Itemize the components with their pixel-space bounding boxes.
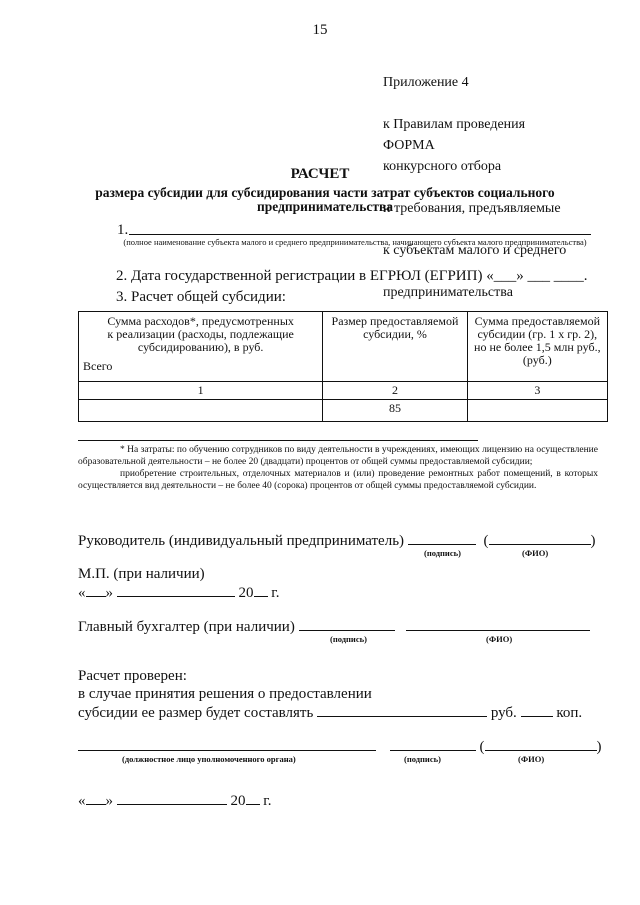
col-number: 2 xyxy=(323,382,467,400)
page-number: 15 xyxy=(312,22,328,38)
table-cell-subsidy[interactable] xyxy=(467,400,607,422)
day-line[interactable] xyxy=(86,792,106,805)
item-1-hint: (полное наименование субъекта малого и среднего предпринимательства, начинающего субъекта малого предпринимательства) xyxy=(123,237,587,247)
table-cell-percent: 85 xyxy=(323,400,467,422)
day-line[interactable] xyxy=(86,584,106,597)
col-number: 1 xyxy=(79,382,323,400)
official-line[interactable] xyxy=(78,738,376,751)
quote-open: « xyxy=(78,793,86,809)
form-label: ФОРМА xyxy=(383,138,435,153)
col1-header-cell xyxy=(79,312,323,382)
head-fio-line[interactable] xyxy=(489,532,591,545)
official-fio-line[interactable] xyxy=(485,738,597,751)
quote-open: « xyxy=(78,585,86,601)
head-signature-row: Руководитель (индивидуальный предприниматель) ( ) xyxy=(78,533,596,549)
item-1-fill-line[interactable] xyxy=(129,234,591,235)
col1-header: Сумма расходов*, предусмотренных к реализации (расходы, подлежащие субсидированию), в руб. xyxy=(107,314,294,354)
quote-close: » xyxy=(105,793,113,809)
official-podpis-caption: (подпись) xyxy=(404,754,441,764)
amount-label: субсидии ее размер будет составлять xyxy=(78,705,314,721)
item-1-number: 1. xyxy=(117,222,129,238)
col3-header: Сумма предоставляемой субсидии (гр. 1 х гр. 2), но не более 1,5 млн руб., (руб.) xyxy=(467,312,607,382)
year-prefix: 20 xyxy=(238,585,254,601)
official-signature-line[interactable] xyxy=(390,738,476,751)
rub-amount-line[interactable] xyxy=(317,704,487,717)
year-suffix: г. xyxy=(271,585,280,601)
amount-row xyxy=(78,704,582,722)
footnote-divider xyxy=(78,440,478,441)
accountant-fio-line[interactable] xyxy=(406,618,590,631)
document-subtitle: размера субсидии для субсидирования части затрат субъектов социального предпринимательства xyxy=(95,185,555,214)
kop-label: коп. xyxy=(556,705,583,721)
footnote-paragraph: * На затраты: по обучению сотрудников по виду деятельности в учреждениях, имеющих лицензию на осуществление образовательной деятельности – не более 20 (двадцати) процентов от общей суммы предоставляемой субсидии; xyxy=(78,445,598,467)
kop-amount-line[interactable] xyxy=(521,704,553,717)
stamp-label: М.П. (при наличии) xyxy=(78,566,205,582)
appendix-line: Приложение 4 xyxy=(383,75,469,90)
year-prefix: 20 xyxy=(230,793,246,809)
date-row-2 xyxy=(78,792,271,810)
appendix-line: к Правилам проведения xyxy=(383,117,526,132)
item-2: 2. Дата государственной регистрации в ЕГРЮЛ (ЕГРИП) «___» ___ ____. xyxy=(116,268,588,284)
appendix-line: конкурсного отбора xyxy=(383,159,502,174)
head-label: Руководитель (индивидуальный предприниматель) xyxy=(78,533,405,549)
case-line: в случае принятия решения о предоставлении xyxy=(78,686,372,702)
col2-header: Размер предоставляемой субсидии, % xyxy=(323,312,467,382)
footnote-paragraph: приобретение строительных, отделочных материалов и (или) проведение ремонтных работ помещений, в которых осуществляется вид деятельности – не более 40 (сорока) процентов от общей суммы предоставляемой субсидии. xyxy=(78,469,598,491)
subsidy-table xyxy=(78,311,608,422)
head-signature-line[interactable] xyxy=(408,532,476,545)
quote-close: » xyxy=(105,585,113,601)
checked-label: Расчет проверен: xyxy=(78,668,187,684)
rub-label: руб. xyxy=(490,705,517,721)
official-fio-caption: (ФИО) xyxy=(518,754,545,764)
item-3: 3. Расчет общей субсидии: xyxy=(116,289,286,305)
document-title: РАСЧЕТ xyxy=(290,166,350,182)
footnote xyxy=(78,444,598,492)
head-fio-caption: (ФИО) xyxy=(522,548,549,558)
official-row: ( ) xyxy=(78,738,602,756)
accountant-fio-caption: (ФИО) xyxy=(486,634,513,644)
accountant-podpis-caption: (подпись) xyxy=(330,634,367,644)
month-line[interactable] xyxy=(117,792,227,805)
date-row-1 xyxy=(78,584,279,602)
col1-total-label: Всего xyxy=(83,359,113,373)
month-line[interactable] xyxy=(117,584,235,597)
accountant-label: Главный бухгалтер (при наличии) xyxy=(78,619,295,635)
appendix-line: предпринимательства xyxy=(383,285,513,300)
appendix-line: к субъектам малого и среднего xyxy=(383,243,567,258)
appendix-line: и требования, предъявляемые xyxy=(383,201,561,216)
head-podpis-caption: (подпись) xyxy=(424,548,461,558)
col-number: 3 xyxy=(467,382,607,400)
official-caption: (должностное лицо уполномоченного органа) xyxy=(122,754,296,764)
year-line[interactable] xyxy=(254,584,268,597)
year-line[interactable] xyxy=(246,792,260,805)
year-suffix: г. xyxy=(263,793,272,809)
accountant-signature-line[interactable] xyxy=(299,618,395,631)
table-cell-amount[interactable] xyxy=(79,400,323,422)
